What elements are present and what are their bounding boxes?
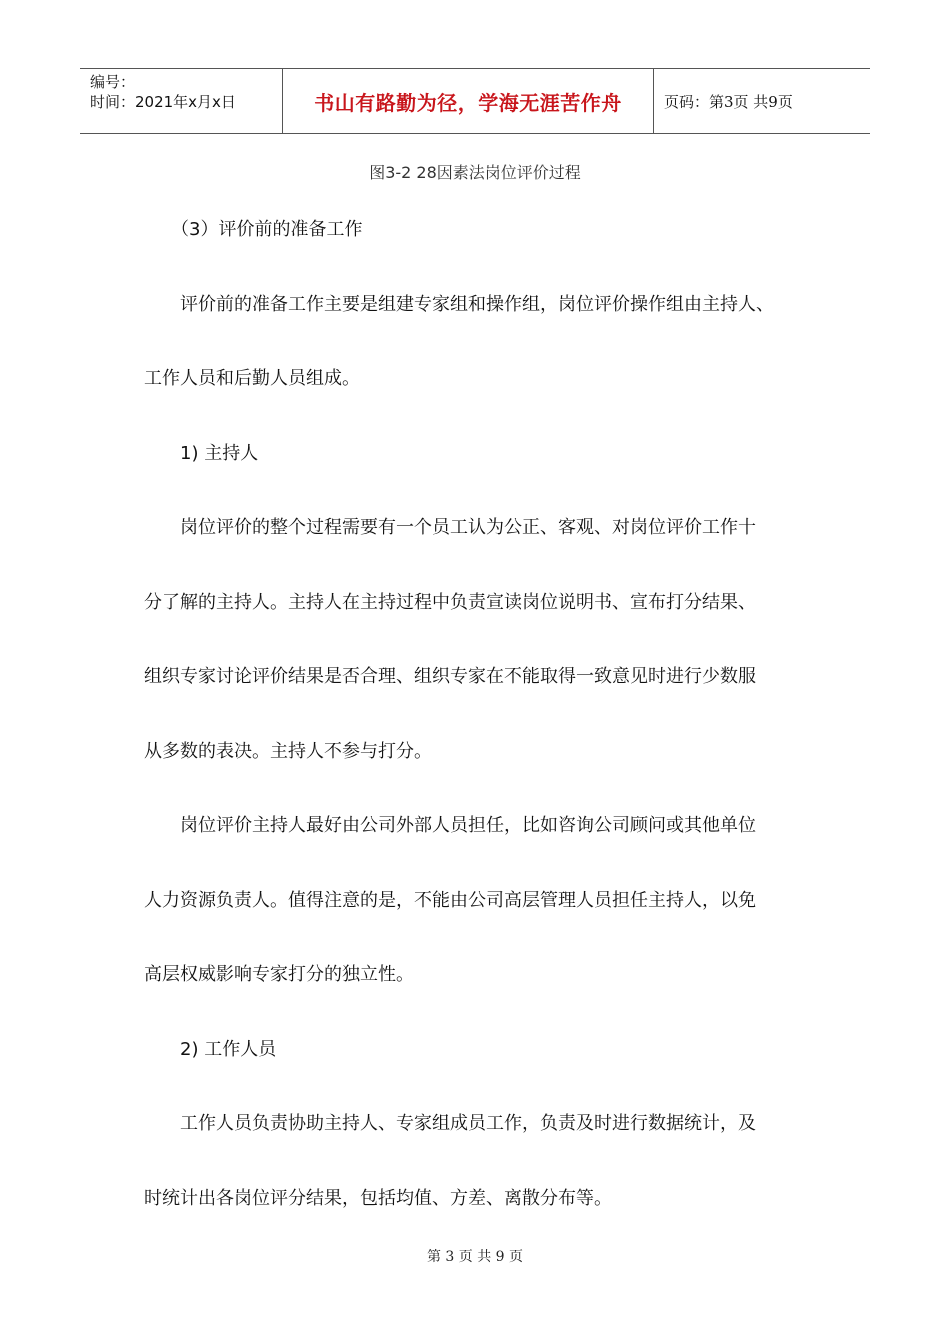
document-header [80, 68, 870, 134]
text-line: 工作人员负责协助主持人、专家组成员工作，负责及时进行数据统计，及 [144, 1113, 756, 1134]
header-page-info: 页码：第3页 共9页 [664, 92, 793, 111]
text-line: 2) 工作人员 [144, 1038, 277, 1060]
text-line: 岗位评价的整个过程需要有一个员工认为公正、客观、对岗位评价工作十 [144, 517, 756, 538]
text-line: 岗位评价主持人最好由公司外部人员担任，比如咨询公司顾问或其他单位 [144, 815, 756, 836]
text-line: 分了解的主持人。主持人在主持过程中负责宣读岗位说明书、宣布打分结果、 [144, 591, 756, 613]
header-meta [80, 69, 282, 133]
figure-caption: 图3-2 28因素法岗位评价过程 [369, 163, 581, 182]
text-line: 评价前的准备工作主要是组建专家组和操作组，岗位评价操作组由主持人、 [144, 293, 774, 315]
text-line: 组织专家讨论评价结果是否合理、组织专家在不能取得一致意见时进行少数服 [144, 666, 756, 687]
text-line: 工作人员和后勤人员组成。 [144, 368, 360, 389]
number-label: 编号： [90, 73, 136, 91]
time-label: 时间：2021年x月x日 [90, 93, 236, 111]
text-line: 时统计出各岗位评分结果，包括均值、方差、离散分布等。 [144, 1187, 612, 1209]
page-footer: 第 3 页 共 9 页 [426, 1249, 524, 1265]
header-motto: 书山有路勤为径，学海无涯苦作舟 [282, 69, 654, 133]
text-line: 1) 主持人 [144, 442, 259, 464]
text-line: 高层权威影响专家打分的独立性。 [144, 964, 414, 985]
body-text [144, 193, 816, 1236]
text-line: 从多数的表决。主持人不参与打分。 [144, 740, 432, 762]
text-line: （3）评价前的准备工作 [144, 219, 363, 240]
text-line: 人力资源负责人。值得注意的是，不能由公司高层管理人员担任主持人，以免 [144, 889, 756, 911]
